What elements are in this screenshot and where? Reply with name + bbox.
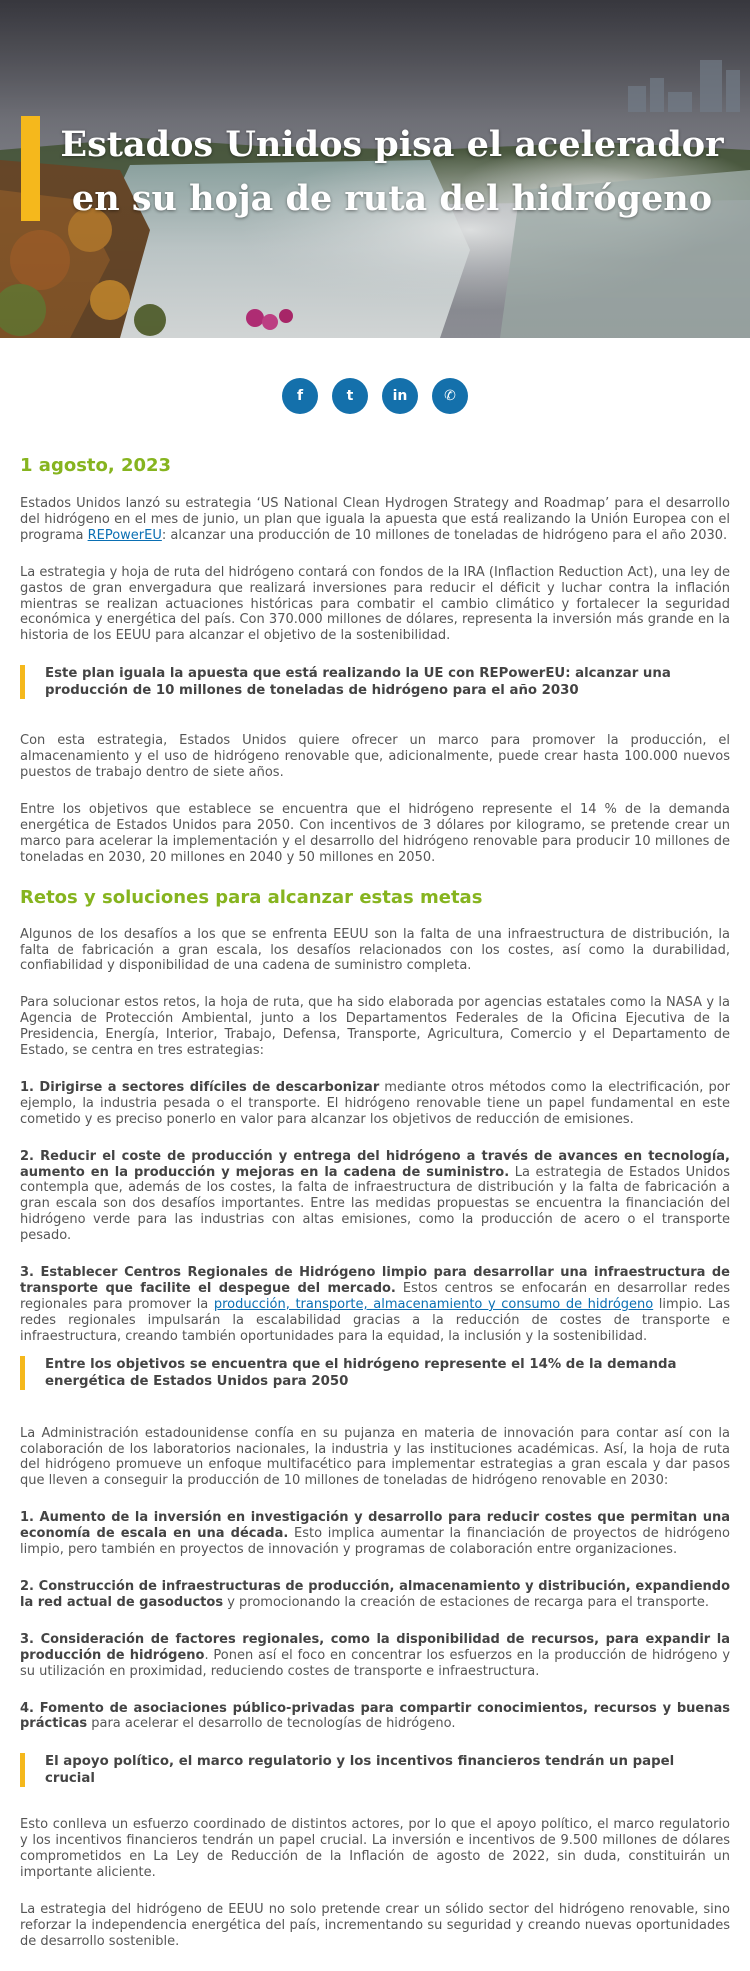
pull-quote: Entre los objetivos se encuentra que el hidrógeno represente el 14% de la demanda energética de Estados Unidos para 2050 <box>20 1356 730 1390</box>
twitter-share-button[interactable] <box>332 378 368 414</box>
paragraph: La estrategia del hidrógeno de EEUU no solo pretende crear un sólido sector del hidrógeno renovable, sino reforzar la independencia energética del país, incrementando su seguridad y creando nuevas oportunidades de desarrollo sostenible. <box>20 1901 730 1949</box>
paragraph: Para solucionar estos retos, la hoja de ruta, que ha sido elaborada por agencias estatales como la NASA y la Agencia de Protección Ambiental, junto a los Departamentos Federales de la Oficina Ejecutiva de la Presidencia, Energía, Interior, Trabajo, Defensa, Transporte, Agricultura, Comercio y el Departamento de Estado, se centra en tres estrategias: <box>20 995 730 1059</box>
section-heading: Retos y soluciones para alcanzar estas metas <box>20 886 483 908</box>
paragraph: Esto conlleva un esfuerzo coordinado de distintos actores, por lo que el apoyo político, el marco regulatorio y los incentivos financieros tendrán un papel crucial. La inversión e incentivos de 9.500 millones de dólares comprometidos en La Ley de Reducción de la Inflación de agosto de 2022, sin duda, constituirán un importante aliciente. <box>20 1817 730 1881</box>
measure-item: 2. Construcción de infraestructuras de producción, almacenamiento y distribución, expandiendo la red actual de gasoductos y promocionando la creación de estaciones de recarga para el transporte. <box>20 1578 730 1610</box>
quote-accent-bar <box>20 1356 25 1390</box>
measure-item: 1. Aumento de la inversión en investigación y desarrollo para reducir costes que permitan una economía de escala en una década. Esto implica aumentar la financiación de proyectos de hidrógeno limpio, pero también en proyectos de innovación y programas de colaboración entre organizaciones. <box>20 1510 730 1558</box>
linkedin-icon: in <box>392 388 408 404</box>
article-title: Estados Unidos pisa el acelerador en su hoja de ruta del hidrógeno <box>60 124 724 219</box>
measure-item: 4. Fomento de asociaciones público-privadas para compartir conocimientos, recursos y buenas prácticas para acelerar el desarrollo de tecnologías de hidrógeno. <box>20 1700 730 1732</box>
facebook-icon: f <box>296 388 304 404</box>
paragraph: Algunos de los desafíos a los que se enfrenta EEUU son la falta de una infraestructura de distribución, la falta de fabricación a gran escala, los desafíos relacionados con los costes, así como la durabilidad, confiabilidad y disponibilidad de una cadena de suministro completa. <box>20 926 730 974</box>
strategy-item: 3. Establecer Centros Regionales de Hidrógeno limpio para desarrollar una infraestructura de transporte que facilite el despegue del mercado. Estos centros se enfocarán en desarrollar redes regionales para promover la producción, transporte, almacenamiento y consumo de hidrógeno limpio. Las redes regionales impulsarán la escalabilidad gracias a la reducción de costes de transporte e infraestructura, creando también oportunidades para la equidad, la inclusión y la sostenibilidad. <box>20 1265 730 1344</box>
strategy-item: 2. Reducir el coste de producción y entrega del hidrógeno a través de avances en tecnología, aumento en la producción y mejoras en la cadena de suministro. La estrategia de Estados Unidos contempla que, además de los costes, la falta de infraestructura de distribución y la falta de fabricación a gran escala son dos desafíos importantes. Entre las medidas propuestas se encuentra la financiación del hidrógeno verde para las industrias con altas emisiones, como la producción de acero o el transporte pesado. <box>20 1148 730 1244</box>
facebook-share-button[interactable] <box>282 378 318 414</box>
paragraph: Estados Unidos lanzó su estrategia ‘US National Clean Hydrogen Strategy and Roadmap’ para el desarrollo del hidrógeno en el mes de junio, un plan que iguala la apuesta que está realizando la Unión Europea con el programa REPowerEU: alcanzar una producción de 10 millones de toneladas de hidrógeno para el año 2030. <box>20 496 730 543</box>
share-bar <box>0 378 750 414</box>
whatsapp-share-button[interactable] <box>432 378 468 414</box>
linkedin-share-button[interactable] <box>382 378 418 414</box>
hydrogen-chain-link[interactable]: producción, transporte, almacenamiento y consumo de hidrógeno <box>213 1296 654 1312</box>
article-body <box>20 440 730 1971</box>
paragraph: La Administración estadounidense confía en su pujanza en materia de innovación para contar así con la colaboración de los laboratorios nacionales, la industria y las instituciones académicas. Así, la hoja de ruta del hidrógeno promueve un enfoque multifacético para implementar estrategias a gran escala y dar pasos que lleven a conseguir la producción de 10 millones de toneladas de hidrógeno renovable en 2030: <box>20 1425 730 1489</box>
paragraph: Con esta estrategia, Estados Unidos quiere ofrecer un marco para promover la producción, el almacenamiento y el uso de hidrógeno renovable que, adicionalmente, puede crear hasta 100.000 nuevos puestos de trabajo dentro de siete años. <box>20 733 730 781</box>
pull-quote: Este plan iguala la apuesta que está realizando la UE con REPowerEU: alcanzar una producción de 10 millones de toneladas de hidrógeno para el año 2030 <box>20 665 730 699</box>
pull-quote: El apoyo político, el marco regulatorio y los incentivos financieros tendrán un papel crucial <box>20 1753 730 1787</box>
whatsapp-icon: ✆ <box>444 388 456 404</box>
publish-date: 1 agosto, 2023 <box>20 455 172 476</box>
hero-banner <box>0 0 750 338</box>
paragraph: La estrategia y hoja de ruta del hidrógeno contará con fondos de la IRA (Inflaction Reduction Act), una ley de gastos de gran envergadura que realizará inversiones para reducir el déficit y luchar contra la inflación mientras se realizan actuaciones históricas para combatir el cambio climático y fortalecer la seguridad económica y energética del país. Con 370.000 millones de dólares, representa la inversión más grande en la historia de los EEUU para alcanzar el objetivo de la sostenibilidad. <box>20 564 730 644</box>
strategy-item: 1. Dirigirse a sectores difíciles de descarbonizar mediante otros métodos como la electrificación, por ejemplo, la industria pesada o el transporte. El hidrógeno renovable tiene un papel fundamental en este cometido y es preciso ponerlo en valor para alcanzar los objetivos de reducción de emisiones. <box>20 1079 730 1127</box>
quote-accent-bar <box>20 1753 25 1787</box>
repowereu-link[interactable]: REPowerEU <box>87 527 162 543</box>
paragraph: Entre los objetivos que establece se encuentra que el hidrógeno represente el 14 % de la demanda energética de Estados Unidos para 2050. Con incentivos de 3 dólares por kilogramo, se pretende crear un marco para acelerar la implementación y el desarrollo del hidrógeno renovable para producir 10 millones de toneladas en 2030, 20 millones en 2040 y 50 millones en 2050. <box>20 801 730 865</box>
quote-accent-bar <box>20 665 25 699</box>
hero-accent-bar <box>21 116 40 221</box>
measure-item: 3. Consideración de factores regionales, como la disponibilidad de recursos, para expandir la producción de hidrógeno. Ponen así el foco en concentrar los esfuerzos en la producción de hidrógeno y su utilización en proximidad, reduciendo costes de transporte e infraestructura. <box>20 1631 731 1679</box>
twitter-icon: t <box>346 388 354 404</box>
